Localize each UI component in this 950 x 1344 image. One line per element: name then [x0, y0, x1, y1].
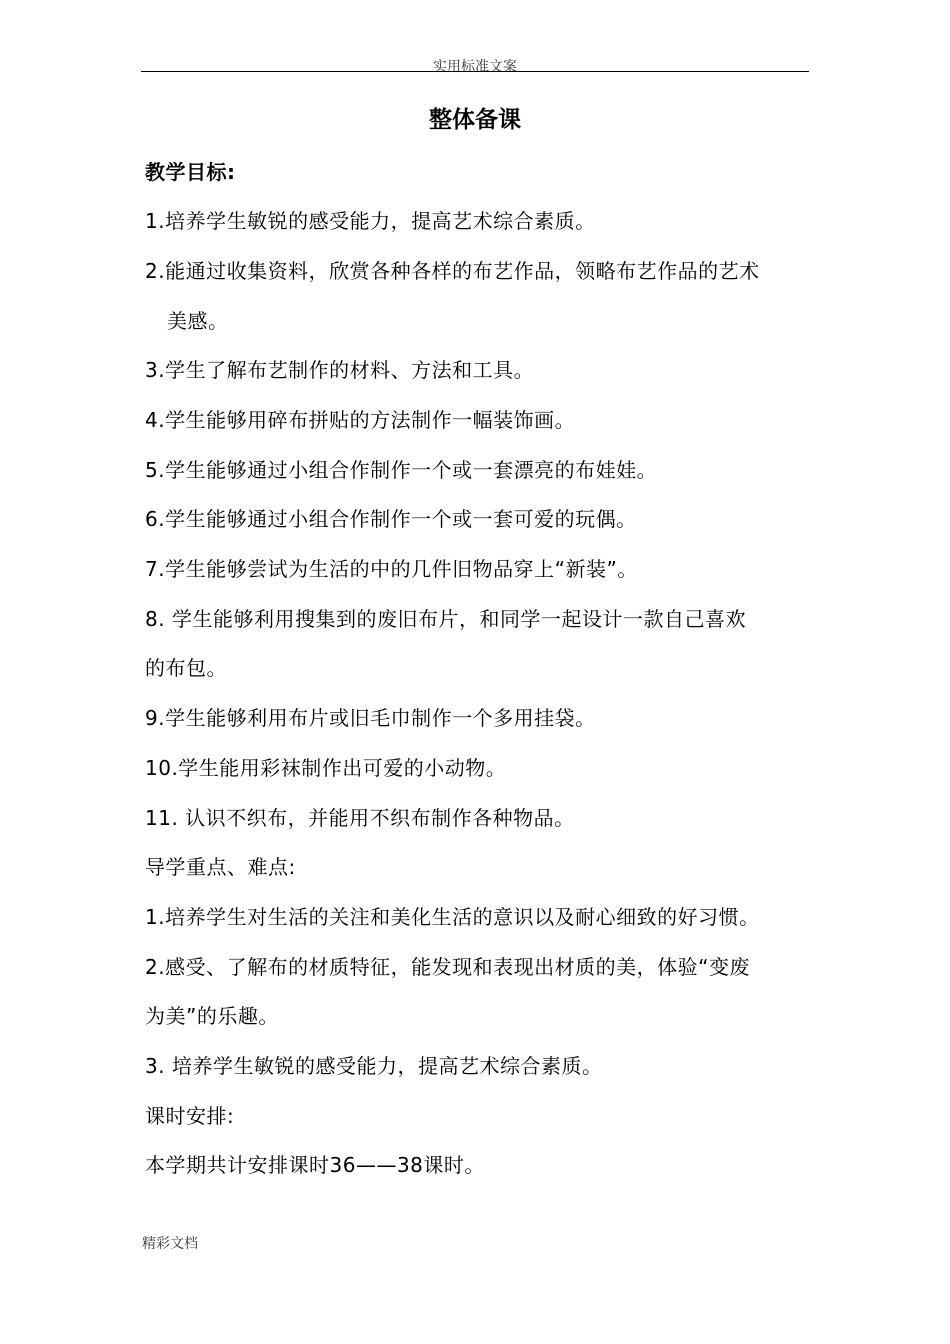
page-footer: 精彩文档 — [142, 1236, 198, 1252]
objectives-heading: 教学目标: — [145, 160, 236, 184]
page-header: 实用标准文案 — [433, 59, 517, 75]
header-divider — [141, 71, 809, 72]
objective-item-10: 10.学生能用彩袜制作出可爱的小动物。 — [145, 756, 507, 780]
objective-item-2-continued: 美感。 — [167, 309, 229, 333]
key-point-item-1: 1.培养学生对生活的关注和美化生活的意识以及耐心细致的好习惯。 — [145, 905, 760, 929]
objective-item-8: 8. 学生能够利用搜集到的废旧布片，和同学一起设计一款自己喜欢 — [145, 607, 746, 631]
document-title: 整体备课 — [429, 107, 521, 133]
key-point-item-2: 2.感受、了解布的材质特征，能发现和表现出材质的美，体验“变废 — [145, 955, 750, 979]
key-point-item-3: 3. 培养学生敏锐的感受能力，提高艺术综合素质。 — [145, 1054, 603, 1078]
schedule-heading: 课时安排: — [145, 1104, 235, 1128]
objective-item-1: 1.培养学生敏锐的感受能力，提高艺术综合素质。 — [145, 209, 596, 233]
objective-item-7: 7.学生能够尝试为生活的中的几件旧物品穿上“新装”。 — [145, 557, 638, 581]
objective-item-4: 4.学生能够用碎布拼贴的方法制作一幅装饰画。 — [145, 408, 576, 432]
objective-item-6: 6.学生能够通过小组合作制作一个或一套可爱的玩偶。 — [145, 507, 637, 531]
objective-item-8-continued: 的布包。 — [145, 656, 227, 680]
objective-item-11: 11. 认识不织布，并能用不织布制作各种物品。 — [145, 806, 575, 830]
objective-item-3: 3.学生了解布艺制作的材料、方法和工具。 — [145, 358, 535, 382]
schedule-text: 本学期共计安排课时36——38课时。 — [145, 1153, 485, 1177]
objective-item-9: 9.学生能够利用布片或旧毛巾制作一个多用挂袋。 — [145, 706, 596, 730]
key-points-heading: 导学重点、难点: — [145, 855, 296, 879]
objective-item-5: 5.学生能够通过小组合作制作一个或一套漂亮的布娃娃。 — [145, 458, 658, 482]
key-point-item-2-continued: 为美”的乐趣。 — [145, 1004, 279, 1028]
objective-item-2: 2.能通过收集资料，欣赏各种各样的布艺作品，领略布艺作品的艺术 — [145, 259, 760, 283]
